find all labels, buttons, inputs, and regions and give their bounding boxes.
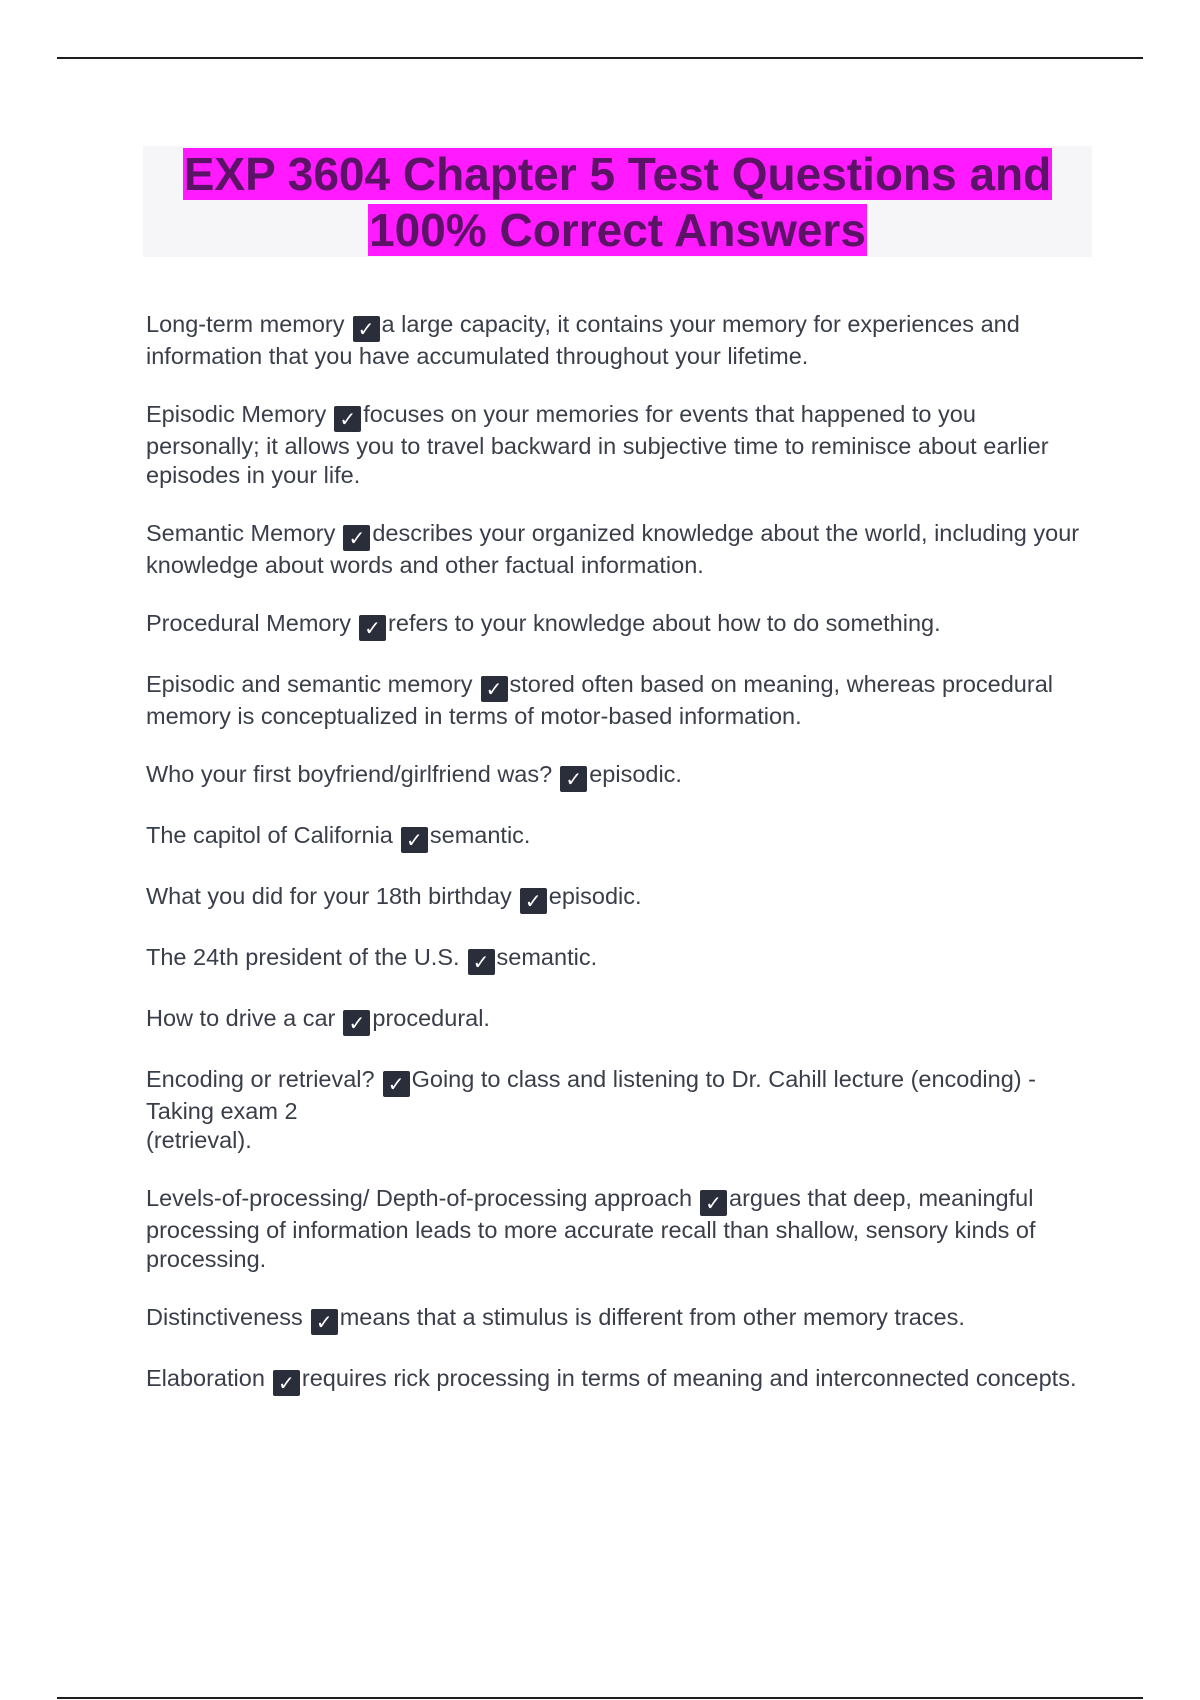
qa-term: Encoding or retrieval? xyxy=(146,1066,375,1092)
qa-answer: a large capacity, it contains your memory for experiences and information that you have accumulated throughout your lifetime. xyxy=(146,311,1020,369)
qa-answer: argues that deep, meaningful processing of information leads to more accurate recall than shallow, sensory kinds of processing. xyxy=(146,1185,1036,1272)
top-divider xyxy=(57,57,1143,59)
title-banner xyxy=(143,146,1092,257)
check-mark-icon: ✓ xyxy=(700,1190,727,1216)
qa-term: Who your first boyfriend/girlfriend was? xyxy=(146,761,553,787)
page-title-text: EXP 3604 Chapter 5 Test Questions and 100% Correct Answers xyxy=(183,148,1052,256)
qa-term: How to drive a car xyxy=(146,1005,336,1031)
qa-item xyxy=(146,400,1092,490)
qa-item xyxy=(146,882,1092,914)
qa-item xyxy=(146,1004,1092,1036)
qa-term: What you did for your 18th birthday xyxy=(146,883,512,909)
question-answer-list xyxy=(146,310,1092,1425)
check-mark-icon: ✓ xyxy=(353,316,380,342)
qa-term: Distinctiveness xyxy=(146,1304,303,1330)
page-title xyxy=(143,146,1092,258)
check-mark-icon: ✓ xyxy=(359,615,386,641)
check-mark-icon: ✓ xyxy=(401,827,428,853)
qa-answer: means that a stimulus is different from other memory traces. xyxy=(339,1304,965,1330)
qa-item xyxy=(146,760,1092,792)
qa-item xyxy=(146,821,1092,853)
qa-answer: Going to class and listening to Dr. Cahill lecture (encoding) - Taking exam 2 (retrieval). xyxy=(146,1066,1036,1153)
qa-answer: requires rick processing in terms of meaning and interconnected concepts. xyxy=(301,1365,1077,1391)
qa-term: Episodic and semantic memory xyxy=(146,671,473,697)
check-mark-icon: ✓ xyxy=(343,525,370,551)
qa-term: Elaboration xyxy=(146,1365,265,1391)
check-mark-icon: ✓ xyxy=(560,766,587,792)
qa-answer: episodic. xyxy=(548,883,642,909)
check-mark-icon: ✓ xyxy=(383,1071,410,1097)
check-mark-icon: ✓ xyxy=(334,406,361,432)
qa-answer: refers to your knowledge about how to do something. xyxy=(388,610,941,636)
qa-term: The capitol of California xyxy=(146,822,393,848)
qa-answer: stored often based on meaning, whereas procedural memory is conceptualized in terms of motor-based information. xyxy=(146,671,1053,729)
check-mark-icon: ✓ xyxy=(343,1010,370,1036)
qa-item xyxy=(146,1303,1092,1335)
qa-item xyxy=(146,1364,1092,1396)
check-mark-icon: ✓ xyxy=(481,676,508,702)
qa-item xyxy=(146,943,1092,975)
qa-item xyxy=(146,1065,1092,1155)
qa-term: The 24th president of the U.S. xyxy=(146,944,460,970)
qa-answer: semantic. xyxy=(429,822,531,848)
qa-answer: semantic. xyxy=(496,944,598,970)
qa-term: Long-term memory xyxy=(146,311,345,337)
qa-term: Semantic Memory xyxy=(146,520,336,546)
qa-term: Procedural Memory xyxy=(146,610,352,636)
check-mark-icon: ✓ xyxy=(311,1309,338,1335)
qa-answer: describes your organized knowledge about the world, including your knowledge about words and other factual information. xyxy=(146,520,1080,578)
qa-answer: procedural. xyxy=(372,1005,490,1031)
qa-item xyxy=(146,609,1092,641)
check-mark-icon: ✓ xyxy=(468,949,495,975)
bottom-divider xyxy=(57,1697,1143,1699)
qa-item xyxy=(146,310,1092,371)
qa-item xyxy=(146,519,1092,580)
qa-term: Levels-of-processing/ Depth-of-processing approach xyxy=(146,1185,693,1211)
qa-item xyxy=(146,1184,1092,1274)
qa-answer: episodic. xyxy=(589,761,682,787)
check-mark-icon: ✓ xyxy=(273,1370,300,1396)
qa-term: Episodic Memory xyxy=(146,401,327,427)
qa-item xyxy=(146,670,1092,731)
qa-answer: focuses on your memories for events that happened to you personally; it allows you to travel backward in subjective time to reminisce about earlier episodes in your life. xyxy=(146,401,1049,488)
check-mark-icon: ✓ xyxy=(520,888,547,914)
